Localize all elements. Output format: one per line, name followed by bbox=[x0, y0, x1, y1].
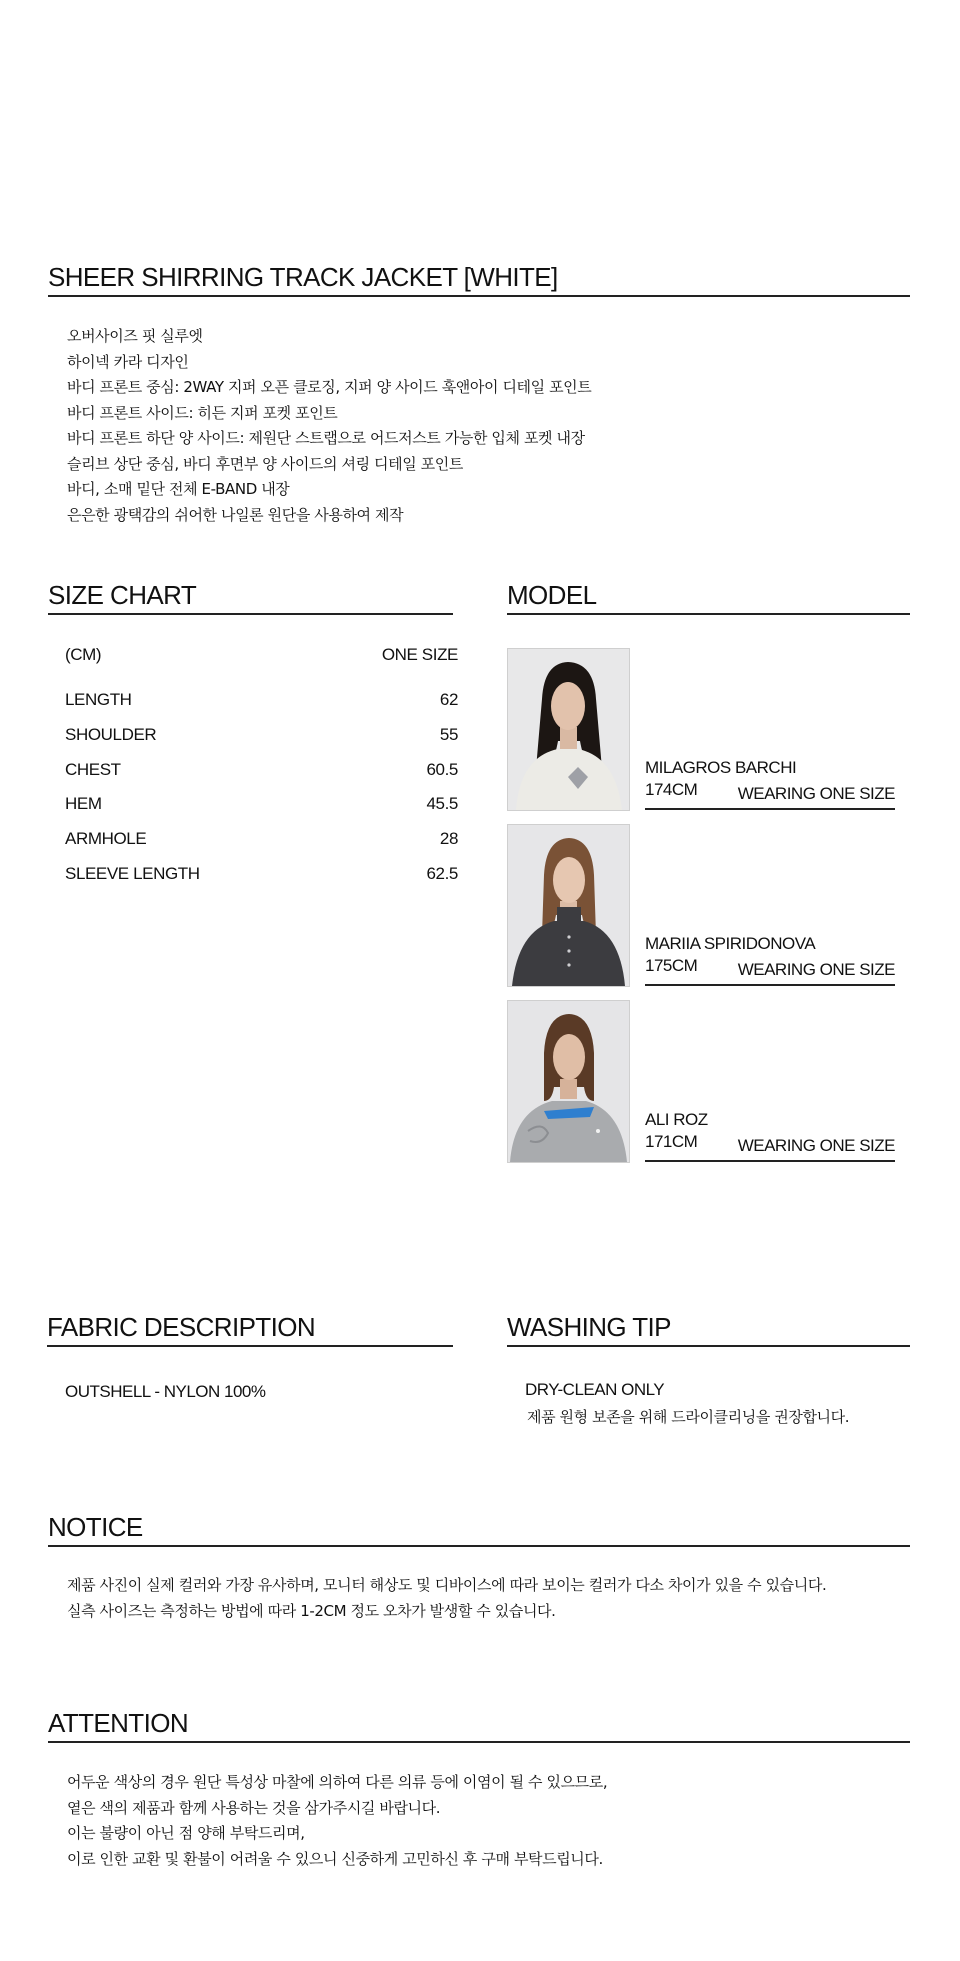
description-line: 오버사이즈 핏 실루엣 bbox=[67, 327, 203, 345]
size-row-shoulder bbox=[65, 725, 458, 745]
attention-line: 어두운 색상의 경우 원단 특성상 마찰에 의하여 다른 의류 등에 이염이 될 수 있으므로, bbox=[67, 1773, 608, 1791]
size-row-label: SLEEVE LENGTH bbox=[65, 864, 200, 883]
description-line: 바디 프론트 하단 양 사이드: 제원단 스트랩으로 어드저스트 가능한 입체 포켓 내장 bbox=[67, 429, 585, 447]
model-photo bbox=[507, 1000, 630, 1163]
attention-line: 이로 인한 교환 및 환불이 어려울 수 있으니 신중하게 고민하신 후 구매 부탁드립니다. bbox=[67, 1849, 603, 1868]
model-info bbox=[645, 933, 895, 986]
size-row-value: 62 bbox=[439, 690, 458, 709]
description-line: 은은한 광택감의 쉬어한 나일론 원단을 사용하여 제작 bbox=[67, 505, 404, 524]
notice-line: 실측 사이즈는 측정하는 방법에 따라 1-2CM 정도 오차가 발생할 수 있습니다. bbox=[67, 1601, 556, 1620]
size-row-value: 45.5 bbox=[426, 794, 458, 813]
size-row-sleeve-length bbox=[65, 864, 458, 884]
size-row-value: 55 bbox=[439, 725, 458, 744]
product-description bbox=[67, 324, 867, 528]
model-info bbox=[645, 757, 895, 810]
model-height: 174CM bbox=[645, 780, 698, 799]
size-row-label: SHOULDER bbox=[65, 725, 157, 744]
size-row-chest bbox=[65, 760, 458, 780]
model-wearing: WEARING ONE SIZE bbox=[737, 960, 895, 979]
model-name: MARIIA SPIRIDONOVA bbox=[645, 934, 816, 953]
notice-text bbox=[67, 1573, 917, 1624]
description-line: 바디 프론트 중심: 2WAY 지퍼 오픈 클로징, 지퍼 양 사이드 훅앤아이 디테일 포인트 bbox=[67, 378, 592, 396]
model-name: MILAGROS BARCHI bbox=[645, 758, 797, 777]
washing-line2: 제품 원형 보존을 위해 드라이클리닝을 권장합니다. bbox=[527, 1408, 850, 1426]
model-wearing: WEARING ONE SIZE bbox=[737, 1136, 895, 1155]
size-row-value: 60.5 bbox=[426, 760, 458, 779]
description-line: 슬리브 상단 중심, 바디 후면부 양 사이드의 셔링 디테일 포인트 bbox=[67, 454, 463, 473]
size-row-value: 28 bbox=[439, 829, 458, 848]
notice-line: 제품 사진이 실제 컬러와 가장 유사하며, 모니터 해상도 및 디바이스에 따라 보이는 컬러가 다소 차이가 있을 수 있습니다. bbox=[67, 1576, 827, 1594]
description-line: 바디 프론트 사이드: 히든 지퍼 포켓 포인트 bbox=[67, 403, 338, 422]
description-line: 바디, 소매 밑단 전체 E-BAND 내장 bbox=[67, 480, 290, 498]
size-row-label: ARMHOLE bbox=[65, 829, 147, 848]
model-height: 171CM bbox=[645, 1132, 698, 1151]
washing-line1: DRY-CLEAN ONLY bbox=[525, 1380, 665, 1399]
size-row-length bbox=[65, 690, 458, 710]
model-name: ALI ROZ bbox=[645, 1110, 708, 1129]
attention-title: ATTENTION bbox=[48, 1707, 910, 1743]
washing-title: WASHING TIP bbox=[507, 1311, 910, 1347]
size-row-armhole bbox=[65, 829, 458, 849]
product-title: SHEER SHIRRING TRACK JACKET [WHITE] bbox=[48, 261, 910, 297]
model-title: MODEL bbox=[507, 579, 910, 615]
model-height: 175CM bbox=[645, 956, 698, 975]
size-chart-unit: (CM) bbox=[65, 645, 102, 664]
fabric-text: OUTSHELL - NYLON 100% bbox=[65, 1382, 266, 1401]
attention-text bbox=[67, 1770, 917, 1872]
size-chart-size-label: ONE SIZE bbox=[381, 645, 458, 664]
attention-line: 옅은 색의 제품과 함께 사용하는 것을 삼가주시길 바랍니다. bbox=[67, 1798, 441, 1817]
size-row-hem bbox=[65, 794, 458, 814]
size-chart-title: SIZE CHART bbox=[48, 579, 453, 615]
size-row-label: LENGTH bbox=[65, 690, 132, 709]
notice-title: NOTICE bbox=[48, 1511, 910, 1547]
size-row-label: CHEST bbox=[65, 760, 121, 779]
fabric-title: FABRIC DESCRIPTION bbox=[47, 1311, 453, 1347]
model-photo bbox=[507, 648, 630, 811]
model-wearing: WEARING ONE SIZE bbox=[737, 784, 895, 803]
attention-line: 이는 불량이 아닌 점 양해 부탁드리며, bbox=[67, 1824, 305, 1842]
size-row-label: HEM bbox=[65, 794, 102, 813]
model-info bbox=[645, 1109, 895, 1162]
description-line: 하이넥 카라 디자인 bbox=[67, 352, 189, 371]
model-photo bbox=[507, 824, 630, 987]
size-row-value: 62.5 bbox=[426, 864, 458, 883]
